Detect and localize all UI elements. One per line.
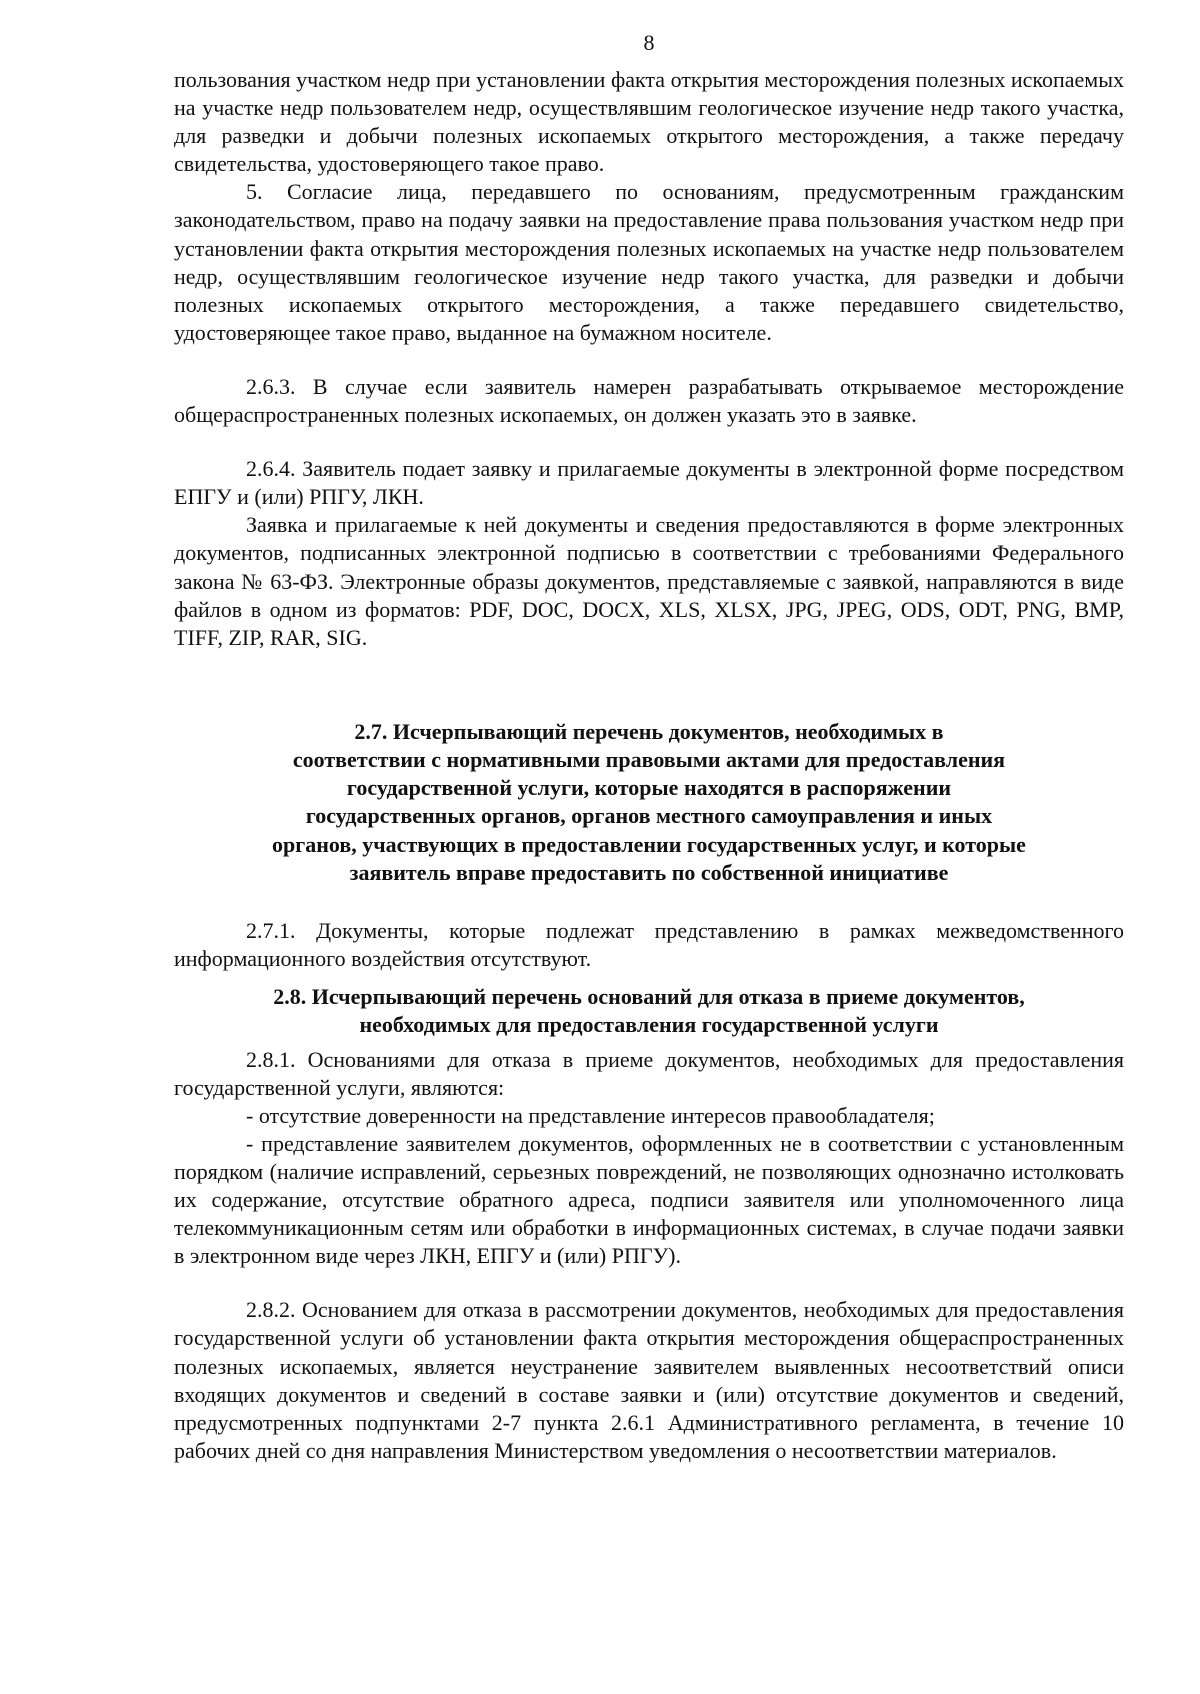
list-item: - отсутствие доверенности на представление интересов правообладателя; <box>246 1102 935 1128</box>
list-item: - представление заявителем документов, оформленных не в соответствии с установленным порядком (наличие исправлений, серьезных повреждений, не позволяющих однозначно истолковать их содержание, отсутствие обратного адреса, подписи заявителя или уполномоченного лица телекоммуникационным сетям или обработки в информационных системах, в случае подачи заявки в электронном виде через ЛКН, ЕПГУ и (или) РПГУ). <box>174 1130 1124 1269</box>
heading-line: соответствии с нормативными правовыми актами для предоставления <box>292 746 1006 772</box>
paragraph-2-8-1: 2.8.1. Основаниями для отказа в приеме документов, необходимых для предоставления государственной услуги, являются: <box>174 1046 1124 1100</box>
spacer <box>174 887 1124 917</box>
heading-line: 2.8. Исчерпывающий перечень оснований для отказа в приеме документов, <box>273 984 1025 1010</box>
spacer <box>174 652 1124 718</box>
section-heading-2-8 <box>174 983 1124 1039</box>
heading-line: заявитель вправе предоставить по собственной инициативе <box>349 859 949 885</box>
spacer <box>174 429 1124 455</box>
heading-line: необходимых для предоставления государственной услуги <box>359 1012 939 1038</box>
heading-line: 2.7. Исчерпывающий перечень документов, необходимых в <box>354 718 944 744</box>
paragraph-2-8-2: 2.8.2. Основанием для отказа в рассмотрении документов, необходимых для предоставления государственной услуги об установлении факта открытия месторождения общераспространенных полезных ископаемых, является неустранение заявителем выявленных несоответствий описи входящих документов и сведений в составе заявки и (или) отсутствие документов и сведений, предусмотренных подпунктами 2-7 пункта 2.6.1 Административного регламента, в течение 10 рабочих дней со дня направления Министерством уведомления о несоответствии материалов. <box>174 1297 1124 1463</box>
spacer <box>174 1270 1124 1296</box>
page-number: 8 <box>643 30 655 55</box>
paragraph-2-6-3: 2.6.3. В случае если заявитель намерен разрабатывать открываемое месторождение общераспространенных полезных ископаемых, он должен указать это в заявке. <box>174 373 1124 428</box>
paragraph-item-5: 5. Согласие лица, передавшего по основаниям, предусмотренным гражданским законодательством, право на подачу заявки на предоставление права пользования участком недр при установлении факта открытия месторождения полезных ископаемых на участке недр пользователем недр, осуществлявшим геологическое изучение недр такого участка, для разведки и добычи полезных ископаемых открытого месторождения, а также передавшего свидетельство, удостоверяющее такое право, выданное на бумажном носителе. <box>174 179 1124 345</box>
heading-line: органов, участвующих в предоставлении государственных услуг, и которые <box>272 831 1026 857</box>
paragraph-continuation: пользования участком недр при установлении факта открытия месторождения полезных ископаемых на участке недр пользователем недр, осуществлявшим геологическое изучение недр такого участка, для разведки и добычи полезных ископаемых открытого месторождения, а также передачу свидетельства, удостоверяющего такое право. <box>174 67 1124 177</box>
paragraph-electronic-docs: Заявка и прилагаемые к ней документы и сведения предоставляются в форме электронных документов, подписанных электронной подписью в соответствии с требованиями Федерального закона № 63-ФЗ. Электронные образы документов, представляемые с заявкой, направляются в виде файлов в одном из форматов: PDF, DOC, DOCX, XLS, XLSX, JPG, JPEG, ODS, ODT, PNG, BMP, TIFF, ZIP, RAR, SIG. <box>174 512 1124 650</box>
heading-line: государственной услуги, которые находятся в распоряжении <box>346 775 952 801</box>
paragraph-2-6-4: 2.6.4. Заявитель подает заявку и прилагаемые документы в электронной форме посредством ЕПГУ и (или) РПГУ, ЛКН. <box>174 456 1124 510</box>
paragraph-2-7-1: 2.7.1. Документы, которые подлежат представлению в рамках межведомственного информационного воздействия отсутствуют. <box>174 918 1124 972</box>
section-heading-2-7 <box>174 718 1124 887</box>
spacer <box>174 347 1124 373</box>
heading-line: государственных органов, органов местного самоуправления и иных <box>305 803 993 829</box>
spacer <box>174 973 1124 983</box>
document-page <box>174 28 1124 1465</box>
